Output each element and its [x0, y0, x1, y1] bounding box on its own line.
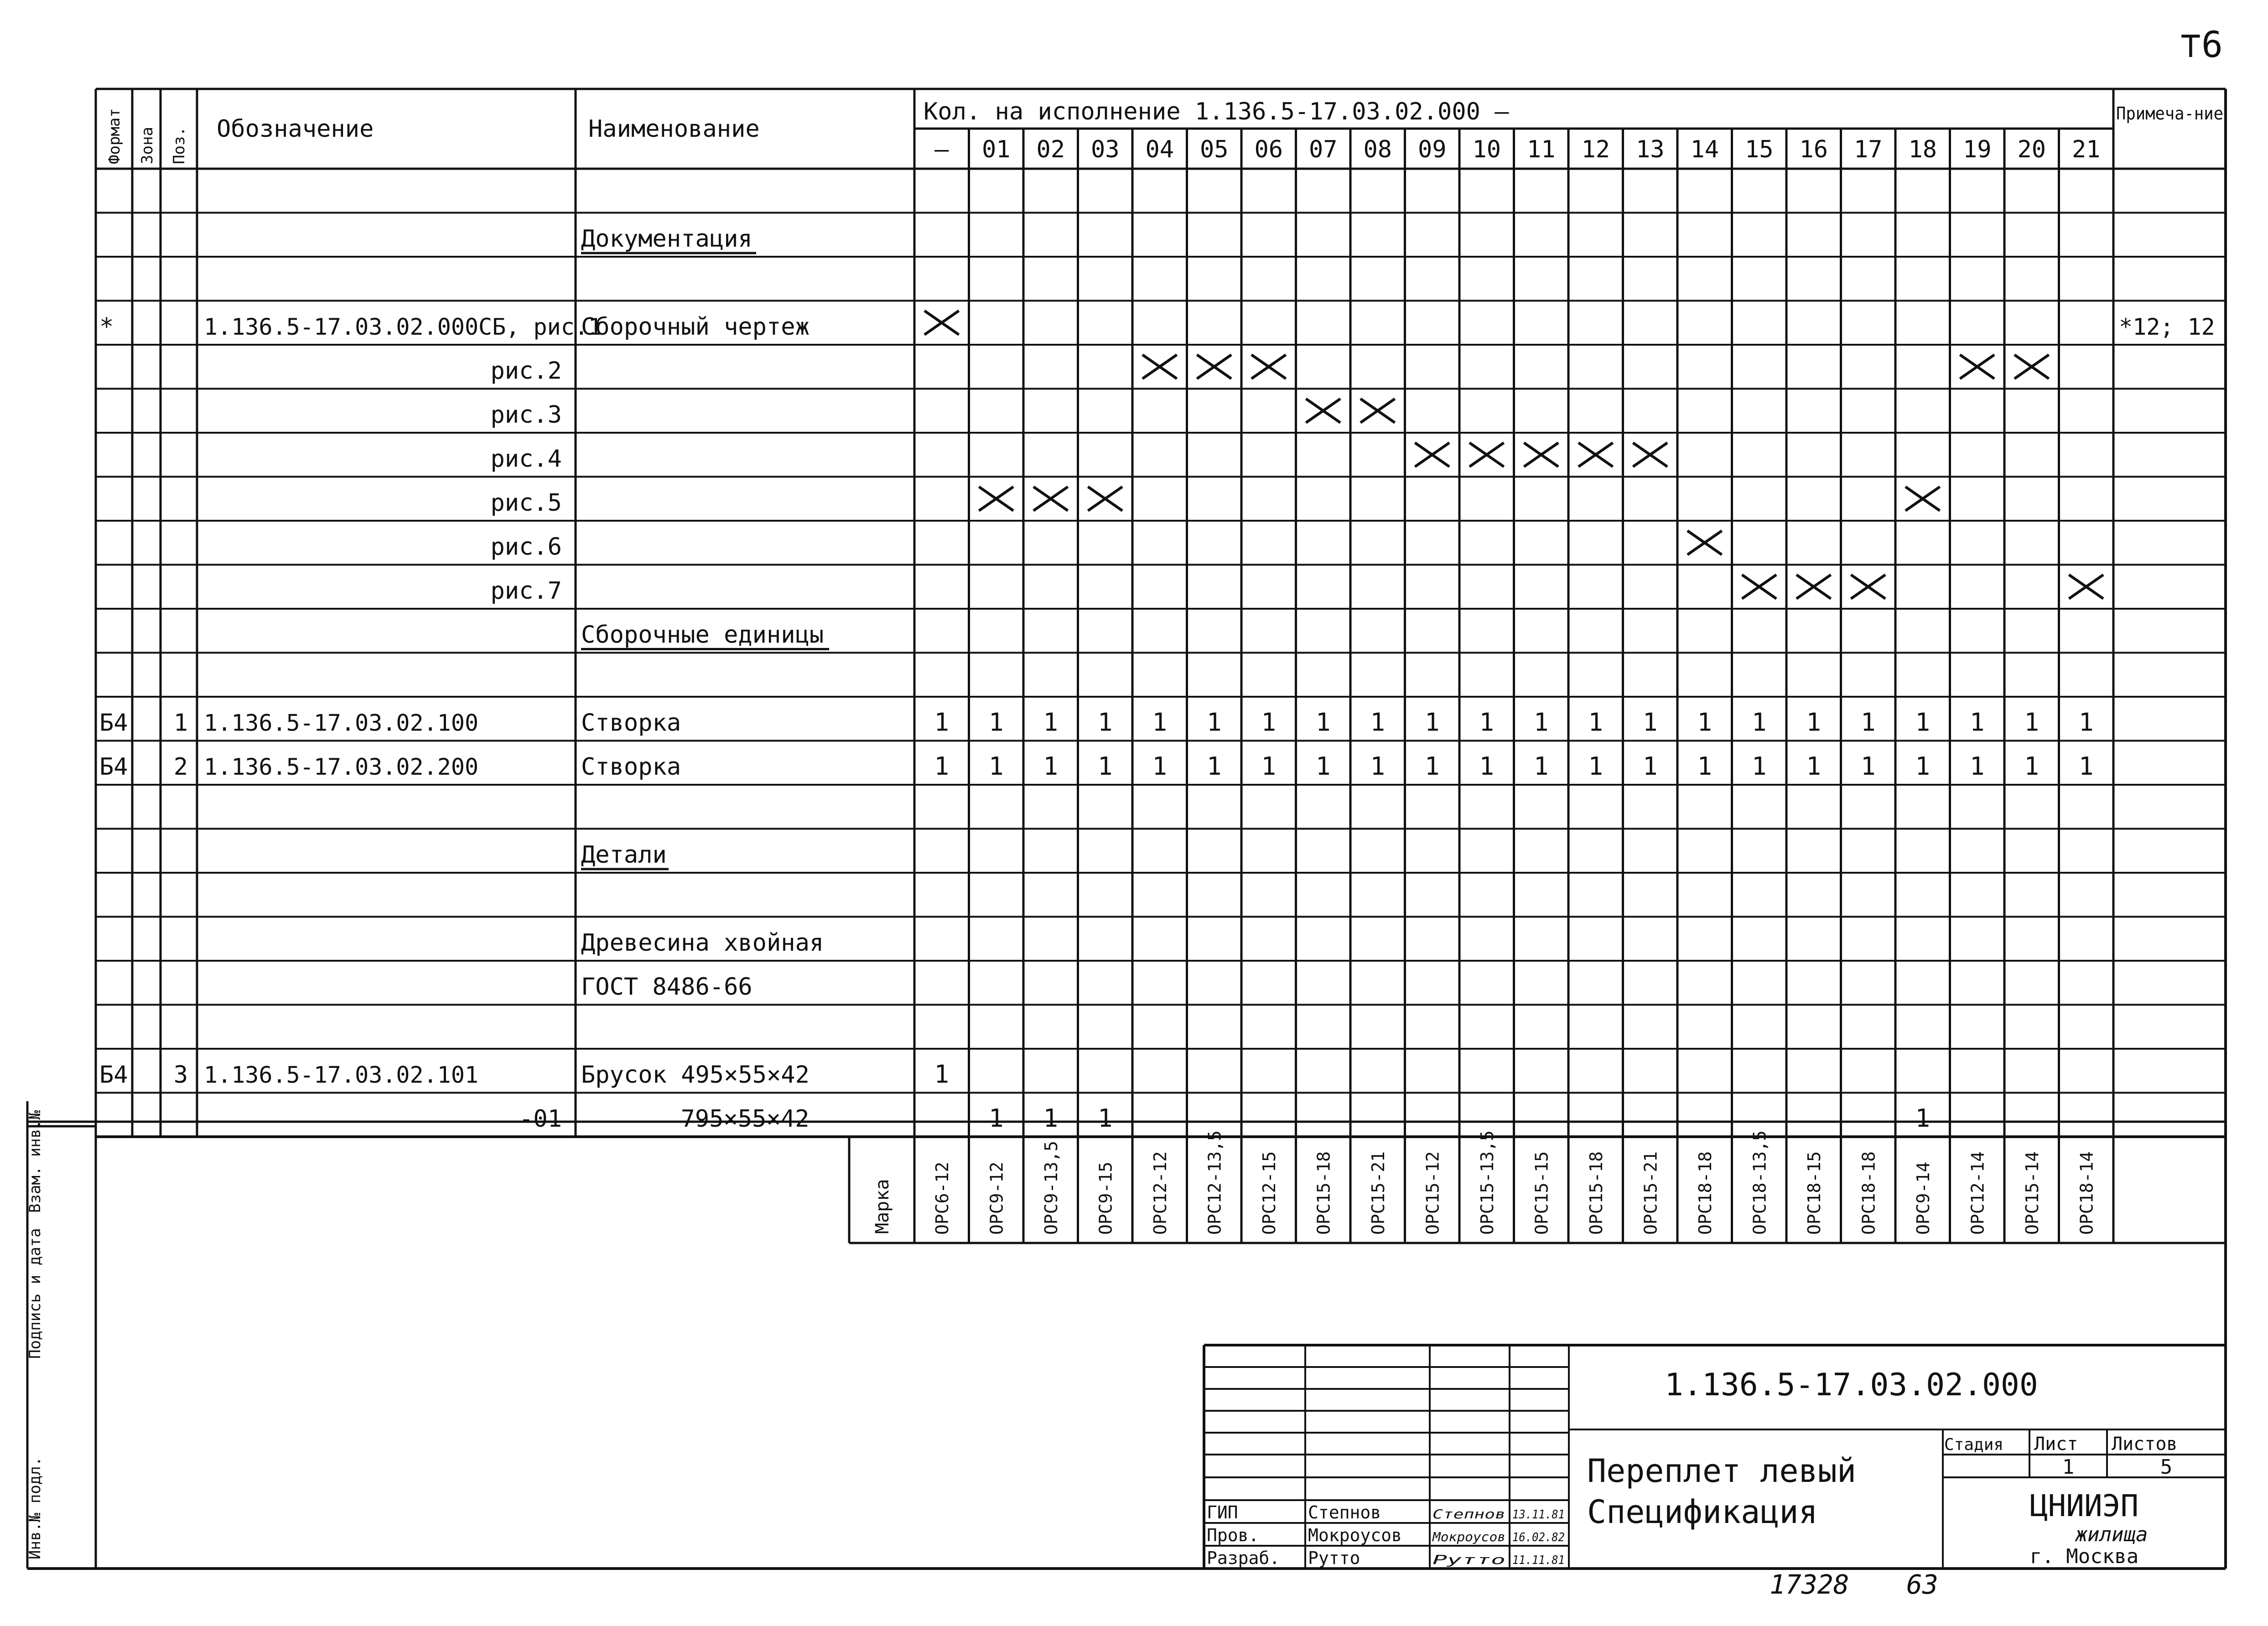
qty-value: 1	[1806, 752, 1822, 781]
doc-title-line1: Переплет левый	[1587, 1452, 1857, 1490]
variant-header: 16	[1799, 136, 1828, 163]
header-pos: Поз.	[170, 127, 188, 164]
qty-value: 1	[1915, 752, 1931, 781]
qty-value: 1	[1642, 708, 1658, 737]
qty-value: 1	[934, 708, 950, 737]
sheet-value: 1	[2062, 1455, 2075, 1479]
staff-date: 13.11.81	[1512, 1508, 1565, 1522]
variant-header: –	[934, 136, 949, 163]
mark-value: ОРС12-15	[1259, 1151, 1279, 1235]
staff-name: Рутто	[1308, 1548, 1360, 1568]
row-designation: рис.3	[490, 401, 562, 429]
row-designation: 1.136.5-17.03.02.100	[204, 709, 479, 736]
org-name: ЦНИИЭП	[2029, 1488, 2139, 1523]
mark-value: ОРС12-13,5	[1204, 1130, 1225, 1235]
qty-value: 1	[1206, 752, 1222, 781]
qty-value: 1	[1860, 752, 1876, 781]
variant-header: 06	[1254, 136, 1283, 163]
qty-value: 1	[1479, 752, 1495, 781]
variant-header: 19	[1962, 136, 1992, 163]
side-label: Инв.№ подл.	[26, 1456, 44, 1559]
section-title: Сборочные единицы	[581, 621, 824, 649]
qty-value: 1	[1642, 752, 1658, 781]
row-pos: 1	[173, 709, 188, 737]
section-title: Документация	[581, 225, 753, 253]
qty-value: 1	[1043, 1104, 1059, 1133]
qty-value: 1	[2078, 752, 2094, 781]
spec-table-grid	[27, 89, 2226, 1569]
staff-role: Пров.	[1207, 1525, 1259, 1545]
mark-value: ОРС9-14	[1913, 1161, 1933, 1235]
row-name: Створка	[581, 709, 681, 737]
qty-value: 1	[1533, 708, 1549, 737]
qty-value: 1	[988, 708, 1004, 737]
variant-header: 15	[1744, 136, 1774, 163]
org-name-line2: жилища	[2075, 1523, 2148, 1546]
qty-value: 1	[934, 1060, 950, 1089]
doc-title-line2: Спецификация	[1587, 1493, 1818, 1531]
variant-header: 21	[2071, 136, 2101, 163]
variant-header: 05	[1199, 136, 1229, 163]
row-designation: рис.2	[490, 357, 562, 385]
variant-header: 01	[981, 136, 1011, 163]
qty-value: 1	[2078, 708, 2094, 737]
qty-value: 1	[1206, 708, 1222, 737]
staff-date: 11.11.81	[1512, 1554, 1565, 1567]
row-format: Б4	[99, 1061, 128, 1089]
header-zone: Зона	[138, 127, 156, 164]
header-note: Примеча-ние	[2116, 104, 2223, 124]
title-block	[1204, 1345, 2226, 1569]
variant-header: 13	[1635, 136, 1665, 163]
staff-date: 16.02.82	[1512, 1531, 1565, 1544]
variant-header: 10	[1472, 136, 1501, 163]
variant-header: 14	[1690, 136, 1719, 163]
qty-value: 1	[1370, 708, 1386, 737]
mark-value: ОРС15-12	[1422, 1151, 1443, 1235]
archive-number: 17328	[1770, 1569, 1849, 1600]
row-format: *	[99, 313, 114, 341]
row-name: Сборочный чертеж	[581, 313, 810, 341]
side-label: Взам. инв.№	[26, 1110, 44, 1213]
qty-value: 1	[1533, 752, 1549, 781]
variant-header: 11	[1526, 136, 1556, 163]
variant-header: 02	[1036, 136, 1065, 163]
qty-value: 1	[1097, 1104, 1113, 1133]
qty-value: 1	[1152, 752, 1168, 781]
mark-value: ОРС15-21	[1368, 1151, 1388, 1235]
sheet-label: Лист	[2034, 1434, 2078, 1455]
row-name: 795×55×42	[680, 1105, 810, 1133]
stage-label: Стадия	[1944, 1435, 2004, 1454]
header-designation: Обозначение	[217, 115, 374, 143]
qty-value: 1	[1370, 752, 1386, 781]
row-designation: 1.136.5-17.03.02.200	[204, 754, 479, 780]
qty-value: 1	[1097, 708, 1113, 737]
qty-value: 1	[1806, 708, 1822, 737]
mark-value: ОРС15-18	[1313, 1151, 1334, 1235]
org-city: г. Москва	[2029, 1545, 2139, 1568]
qty-value: 1	[1261, 708, 1277, 737]
row-designation: 1.136.5-17.03.02.101	[204, 1062, 479, 1088]
qty-value: 1	[2024, 708, 2040, 737]
qty-value: 1	[1043, 708, 1059, 737]
mark-value: ОРС9-12	[986, 1161, 1007, 1235]
corner-mark: ⊤6	[2180, 25, 2223, 66]
mark-value: ОРС15-15	[1531, 1151, 1552, 1235]
qty-value: 1	[2024, 752, 2040, 781]
sheets-value: 5	[2160, 1455, 2173, 1479]
qty-value: 1	[1697, 752, 1713, 781]
staff-signature: Мокроусов	[1432, 1529, 1505, 1544]
mark-value: ОРС18-18	[1858, 1151, 1879, 1235]
header-format: Формат	[105, 108, 124, 164]
marks-label: Марка	[872, 1179, 893, 1234]
qty-value: 1	[1315, 708, 1331, 737]
mark-value: ОРС12-12	[1150, 1151, 1170, 1235]
qty-value: 1	[1588, 752, 1604, 781]
mark-value: ОРС9-15	[1095, 1161, 1116, 1235]
staff-name: Степнов	[1308, 1502, 1381, 1522]
qty-value: 1	[1751, 752, 1767, 781]
qty-value: 1	[988, 1104, 1004, 1133]
row-format: Б4	[99, 709, 128, 737]
row-note: *12; 12	[2119, 314, 2215, 340]
staff-name: Мокроусов	[1308, 1525, 1402, 1545]
qty-value: 1	[1261, 752, 1277, 781]
qty-value: 1	[934, 752, 950, 781]
side-label: Подпись и дата	[26, 1228, 44, 1359]
variant-header: 07	[1308, 136, 1338, 163]
mark-value: ОРС18-18	[1695, 1151, 1715, 1235]
qty-value: 1	[1969, 708, 1985, 737]
qty-value: 1	[1479, 708, 1495, 737]
qty-value: 1	[988, 752, 1004, 781]
qty-value: 1	[1697, 708, 1713, 737]
qty-value: 1	[1915, 1104, 1931, 1133]
row-name: Створка	[581, 753, 681, 781]
variant-header: 03	[1090, 136, 1120, 163]
doc-number: 1.136.5-17.03.02.000	[1665, 1367, 2038, 1403]
header-name: Наименование	[588, 115, 760, 143]
mark-value: ОРС15-21	[1640, 1151, 1661, 1235]
row-designation: 1.136.5-17.03.02.000СБ, рис.1	[204, 314, 602, 340]
staff-role: ГИП	[1207, 1502, 1238, 1522]
variant-header: 09	[1417, 136, 1447, 163]
staff-role: Разраб.	[1207, 1548, 1280, 1568]
row-designation: рис.6	[490, 533, 562, 561]
mark-value: ОРС15-13,5	[1477, 1130, 1497, 1235]
mark-value: ОРС18-13,5	[1749, 1130, 1770, 1235]
row-format: Б4	[99, 753, 128, 781]
row-designation: рис.7	[490, 577, 562, 605]
qty-value: 1	[1152, 708, 1168, 737]
mark-value: ОРС9-13,5	[1041, 1141, 1061, 1235]
mark-value: ОРС18-15	[1804, 1151, 1824, 1235]
variant-header: 18	[1908, 136, 1937, 163]
row-name: Брусок 495×55×42	[581, 1061, 810, 1089]
page-number: 63	[1906, 1569, 1938, 1600]
header-qty-title: Кол. на исполнение 1.136.5-17.03.02.000 –	[924, 98, 1509, 125]
row-name: Древесина хвойная	[581, 929, 824, 957]
qty-value: 1	[1097, 752, 1113, 781]
row-pos: 3	[173, 1061, 188, 1089]
mark-value: ОРС15-18	[1586, 1151, 1606, 1235]
qty-value: 1	[1424, 752, 1440, 781]
mark-value: ОРС12-14	[1967, 1151, 1988, 1235]
row-name: ГОСТ 8486-66	[581, 973, 753, 1001]
qty-value: 1	[1315, 752, 1331, 781]
staff-signature: Рутто	[1432, 1552, 1505, 1567]
row-designation: рис.4	[490, 445, 562, 473]
sheets-label: Листов	[2112, 1434, 2178, 1455]
variant-header: 12	[1581, 136, 1610, 163]
qty-value: 1	[1043, 752, 1059, 781]
row-designation: -01	[519, 1105, 562, 1133]
staff-signature: Степнов	[1432, 1507, 1505, 1522]
qty-value: 1	[1860, 708, 1876, 737]
variant-header: 08	[1363, 136, 1392, 163]
variant-header: 04	[1145, 136, 1174, 163]
mark-value: ОРС6-12	[932, 1161, 952, 1235]
variant-header: 17	[1853, 136, 1883, 163]
qty-value: 1	[1424, 708, 1440, 737]
mark-value: ОРС18-14	[2076, 1151, 2097, 1235]
section-title: Детали	[581, 841, 667, 869]
row-pos: 2	[173, 753, 188, 781]
qty-value: 1	[1751, 708, 1767, 737]
row-designation: рис.5	[490, 489, 562, 517]
qty-value: 1	[1915, 708, 1931, 737]
qty-value: 1	[1588, 708, 1604, 737]
qty-value: 1	[1969, 752, 1985, 781]
mark-value: ОРС15-14	[2022, 1151, 2042, 1235]
variant-header: 20	[2017, 136, 2046, 163]
